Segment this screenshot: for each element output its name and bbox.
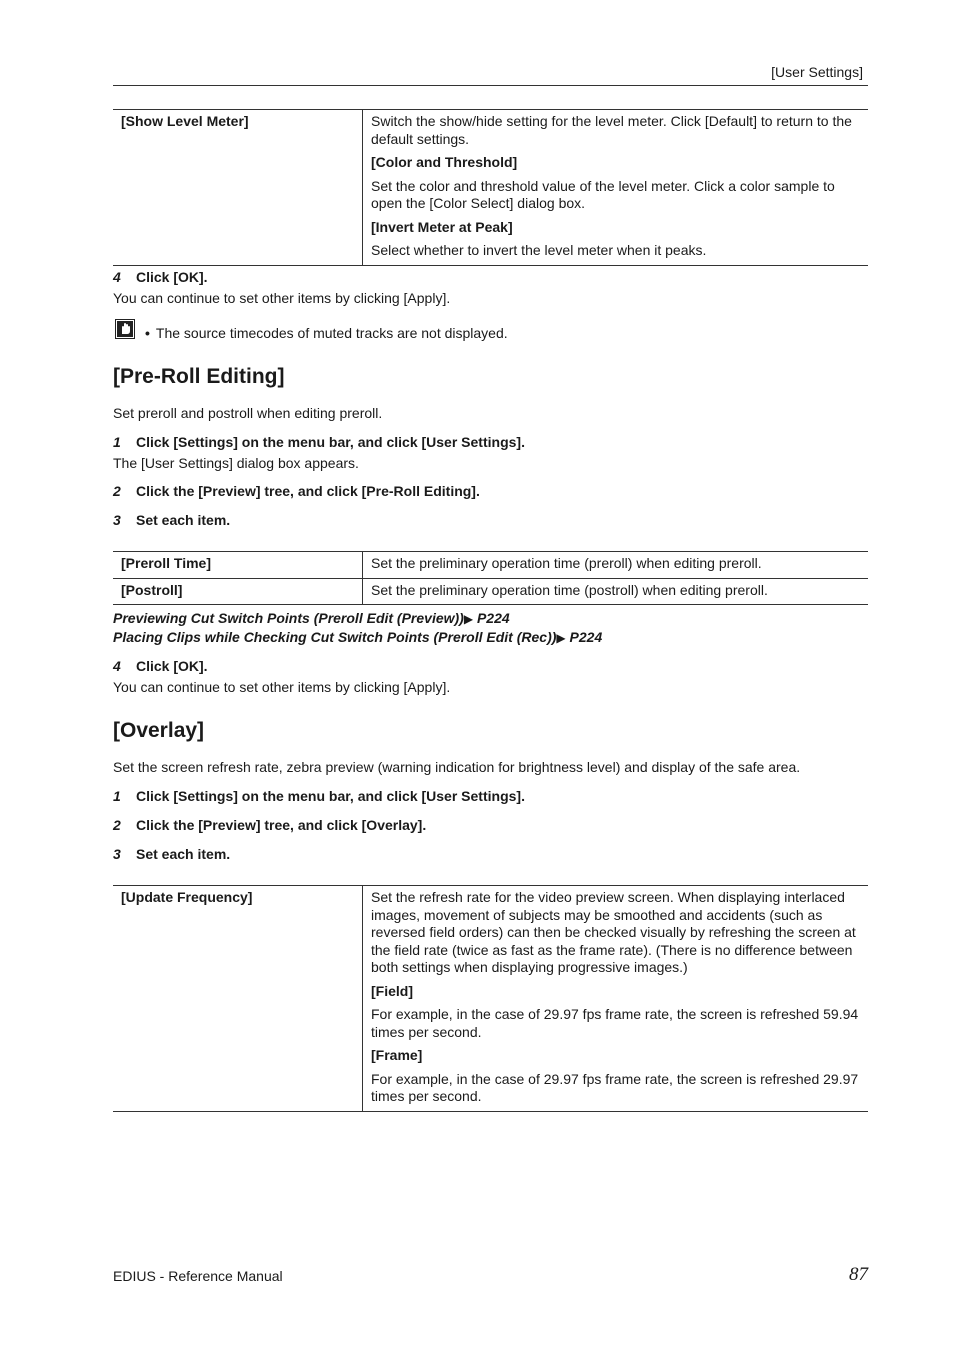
table-subheading: [Field] <box>371 982 413 999</box>
table-paragraph: Set the refresh rate for the video preview screen. When displaying interlaced images, movement of subjects may be smoothed and accidents (such as reversed field orders) can then be checked visually by refreshing the screen at the field rate (twice as fast as the frame rate). (There is no difference between both settings when displaying progressive images.) <box>371 889 856 975</box>
section-heading-preroll: [Pre-Roll Editing] <box>113 365 285 388</box>
table-key: [Show Level Meter] <box>113 110 363 266</box>
bullet: • <box>145 325 150 341</box>
step-2 <box>113 482 480 500</box>
table-value: Set the preliminary operation time (postroll) when editing preroll. <box>371 581 768 598</box>
step-text: Click the [Preview] tree, and click [Overlay]. <box>136 817 427 833</box>
reference-page: P224 <box>569 629 603 645</box>
step-text: Set each item. <box>136 846 231 862</box>
table-value: Set the preliminary operation time (preroll) when editing preroll. <box>371 555 762 571</box>
table-paragraph: Switch the show/hide setting for the level meter. Click [Default] to return to the default settings. <box>371 113 852 147</box>
step-text: Click [Settings] on the menu bar, and click [User Settings]. <box>136 788 525 804</box>
step-4 <box>113 268 208 286</box>
header-rule <box>113 85 868 86</box>
step-number: 3 <box>113 846 121 862</box>
step-1 <box>113 433 525 451</box>
step-2 <box>113 816 426 834</box>
table-paragraph: Select whether to invert the level meter when it peaks. <box>371 242 707 258</box>
table-paragraph: For example, in the case of 29.97 fps frame rate, the screen is refreshed 29.97 times per second. <box>371 1070 859 1104</box>
table-subheading: [Frame] <box>371 1047 423 1063</box>
table-paragraph: Set the color and threshold value of the level meter. Click a color sample to open the [Color Select] dialog box. <box>371 177 835 211</box>
section-intro: Set the screen refresh rate, zebra preview (warning indication for brightness level) and display of the safe area. <box>113 759 801 775</box>
step-4 <box>113 657 208 675</box>
step-1 <box>113 787 525 805</box>
level-meter-table <box>113 109 868 266</box>
table-row <box>113 886 868 1112</box>
step-number: 4 <box>113 658 121 674</box>
step-description: You can continue to set other items by clicking [Apply]. <box>113 290 451 306</box>
step-text: Click [OK]. <box>136 269 208 285</box>
table-key: [Preroll Time] <box>113 552 363 579</box>
step-text: Click [OK]. <box>136 658 208 674</box>
step-number: 4 <box>113 269 121 285</box>
arrow-right-icon: ▶ <box>463 612 474 626</box>
table-row <box>113 110 868 266</box>
note <box>145 324 508 342</box>
step-number: 2 <box>113 483 121 499</box>
arrow-right-icon: ▶ <box>556 631 566 645</box>
note-hand-icon <box>115 319 135 339</box>
table-row <box>113 578 868 605</box>
step-text: Set each item. <box>136 512 231 528</box>
table-row <box>113 552 868 579</box>
step-text: Click [Settings] on the menu bar, and click [User Settings]. <box>136 434 525 450</box>
page-number: 87 <box>849 1264 868 1285</box>
table-key: [Update Frequency] <box>113 886 363 1112</box>
footer-title: EDIUS - Reference Manual <box>113 1268 283 1284</box>
reference-text: Previewing Cut Switch Points (Preroll Edit (Preview)) <box>113 610 464 626</box>
step-description: The [User Settings] dialog box appears. <box>113 455 359 471</box>
table-subheading: [Invert Meter at Peak] <box>371 218 513 235</box>
overlay-table <box>113 885 868 1112</box>
step-text: Click the [Preview] tree, and click [Pre-Roll Editing]. <box>136 483 480 499</box>
step-3 <box>113 511 230 529</box>
table-paragraph: For example, in the case of 29.97 fps frame rate, the screen is refreshed 59.94 times per second. <box>371 1006 859 1040</box>
table-value <box>363 886 869 1112</box>
reference-text: Placing Clips while Checking Cut Switch Points (Preroll Edit (Rec)) <box>113 629 557 645</box>
running-header: [User Settings] <box>771 64 863 80</box>
step-number: 1 <box>113 788 121 804</box>
step-description: You can continue to set other items by clicking [Apply]. <box>113 679 451 695</box>
reference-page: P224 <box>476 610 510 626</box>
section-heading-overlay: [Overlay] <box>113 719 205 742</box>
table-subheading: [Color and Threshold] <box>371 154 518 170</box>
step-3 <box>113 845 230 863</box>
preroll-table <box>113 551 868 605</box>
cross-reference-link[interactable] <box>113 628 602 647</box>
step-number: 3 <box>113 512 121 528</box>
step-number: 2 <box>113 817 121 833</box>
table-key: [Postroll] <box>113 578 363 605</box>
table-value <box>363 110 869 266</box>
cross-reference-link[interactable] <box>113 609 510 628</box>
note-text: The source timecodes of muted tracks are not displayed. <box>155 325 508 341</box>
step-number: 1 <box>113 434 121 450</box>
section-intro: Set preroll and postroll when editing preroll. <box>113 405 383 421</box>
